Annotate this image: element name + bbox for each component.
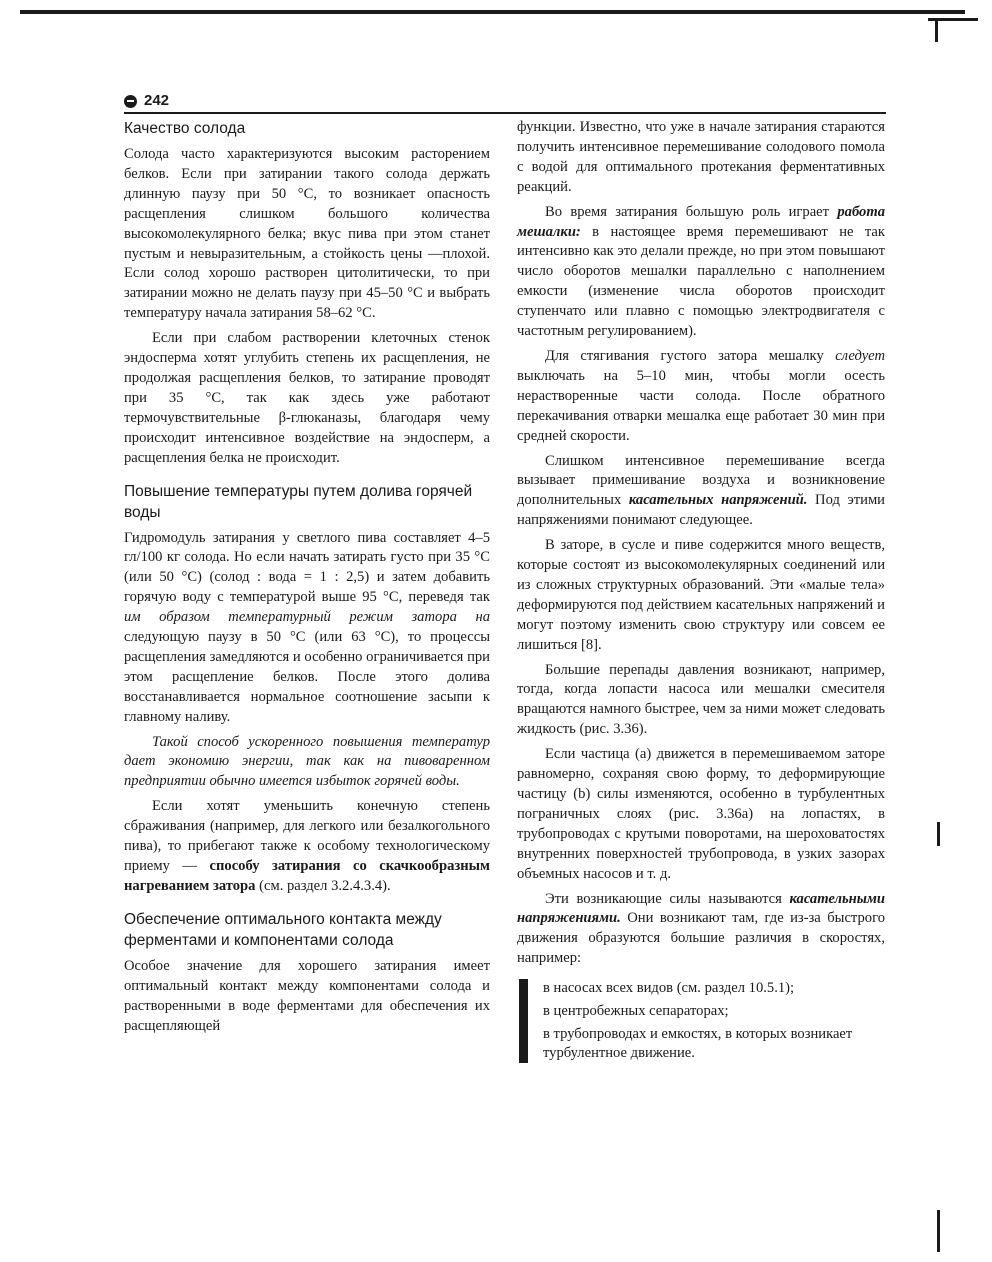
emphasis-text: Такой способ ускоренного повышения температур дает экономию энергии, так как на пивоваренном предприятии обычно имеется избыток горячей воды. — [124, 733, 490, 790]
paragraph: Во время затирания большую роль играет работа мешалки: в настоящее время перемешивают не так интенсивно как это делали прежде, но при этом повышают число оборотов мешалки параллельно с наполнением емкости (изменение числа оборотов происходит ступенчато или плавно с помощью электродвигателя с частотным регулированием). — [517, 203, 885, 340]
paragraph: Эти возникающие силы называются касательными напряжениями. Они возникают там, где из-за быстрого движения образуются большие различия в скоростях, например: — [517, 890, 885, 967]
paragraph: функции. Известно, что уже в начале затирания стараются получить интенсивное перемешивание солодового помола с водой для оптимального протекания ферментативных реакций. — [517, 119, 885, 195]
section-title: Качество солода — [124, 120, 246, 137]
paragraph: Большие перепады давления возникают, например, тогда, когда лопасти насоса или мешалки смесителя вращаются намного быстрее, чем за ними может следовать жидкость (рис. 3.36). — [517, 661, 885, 738]
paragraph: Если хотят уменьшить конечную степень сбраживания (например, для легкого или безалкогольного пива), то прибегают также к особому технологическому приему — способу затирания со скачкообразным нагреванием затора (см. раздел 3.2.4.3.4). — [124, 798, 490, 894]
paragraph: Если частица (а) движется в перемешиваемом заторе равномерно, сохраняя свою форму, то деформирующие частицу (b) силы изменяются, особенно в турбулентных пограничных слоях (рис. 3.36а) на лопастях, в трубопроводах с крутыми поворотами, на шероховатостях внутренних поверхностей трубопровода, в узких зазорах объемных насосов и т. д. — [517, 746, 885, 882]
list-item: в центробежных сепараторах; — [543, 1003, 729, 1020]
left-column — [124, 118, 490, 1036]
page-header — [124, 92, 886, 114]
bold-term: касательными напряжениями. — [517, 890, 885, 927]
scan-corner-tick — [935, 20, 938, 42]
paragraph: В заторе, в сусле и пиве содержится много веществ, которые состоят из высокомолекулярных соединений или из сложных структурных образований. Эти «малые тела» деформируются под действием касательных напряжений и могут поэтому изменить свою структуру или совсем ее лишиться [8]. — [517, 537, 885, 653]
list-item: в насосах всех видов (см. раздел 10.5.1); — [543, 980, 795, 997]
paragraph: Солода часто характеризуются высоким расторением белков. Если при затирании такого солода держать длинную паузу при 50 °С, то возникает опасность расщепления слишком большого количества высокомолекулярного белка; вкус пива при этом станет пустым и невыразительным, а стойкость цены —плохой. Если солод хорошо растворен цитолитически, то при затирании можно не делать паузу при 45–50 °С и выбрать температуру начала затирания 58–62 °С. — [124, 146, 490, 322]
bullet-list — [517, 979, 885, 1063]
list-marker-bar — [519, 979, 528, 1063]
paragraph: Особое значение для хорошего затирания имеет оптимальный контакт между компонентами солода и растворенными в воде ферментами для обеспечения их расщепляющей — [124, 957, 490, 1034]
scan-edge-mark — [937, 1210, 940, 1252]
paragraph: Гидромодуль затирания у светлого пива составляет 4–5 гл/100 кг солода. Но если начать затирать густо при 35 °С (или 50 °С) (солод : вода = 1 : 2,5) и затем добавить горячую воду с температурой выше 95 °С, переведя так им образом температурный режим затора на следующую паузу в 50 °С (или 63 °С), то процессы расщепления замедляются и особенно ограничивается при этом расщепление белков. После этого долива восстанавливается нормальное соотношение засыпи к главному наливу. — [124, 529, 490, 725]
right-column — [517, 118, 885, 1067]
paragraph — [124, 733, 490, 793]
scan-edge-mark — [937, 822, 940, 846]
emphasis-text: следует — [835, 347, 885, 364]
scan-top-border — [20, 10, 965, 14]
emphasis-text: им образом температурный режим затора на — [124, 609, 490, 626]
paragraph: Для стягивания густого затора мешалку следует выключать на 5–10 мин, чтобы могли осесть нерастворенные части солода. После обратного перекачивания отварки мешалка еще работает 30 мин при средней скорости. — [517, 347, 885, 444]
page-number-icon — [124, 95, 137, 108]
section-title: Обеспечение оптимального контакта между ферментами и компонентами солода — [124, 910, 442, 949]
paragraph: Если при слабом растворении клеточных стенок эндосперма хотят углубить степень их расщепления, не продолжая расщепления белков, то затирание проводят при 35 °С, так как здесь уже работают термочувствительные β-глюканазы, благодаря чему происходит интенсивное воздействие на эндосперм, а расщепления белка не происходит. — [124, 330, 490, 466]
paragraph: Слишком интенсивное перемешивание всегда вызывает примешивание воздуха и возникновение дополнительных касательных напряжений. Под этими напряжениями понимают следующее. — [517, 452, 885, 529]
list-item: в трубопроводах и емкостях, в которых возникает турбулентное движение. — [543, 1026, 853, 1062]
section-title: Повышение температуры путем долива горячей воды — [124, 482, 473, 521]
bold-term: работа мешалки: — [517, 203, 885, 240]
bold-term: касательных напряжений. — [628, 492, 808, 509]
page-number: 242 — [144, 92, 170, 109]
bold-term: способу затирания со скачкообразным нагреванием затора — [124, 858, 490, 894]
